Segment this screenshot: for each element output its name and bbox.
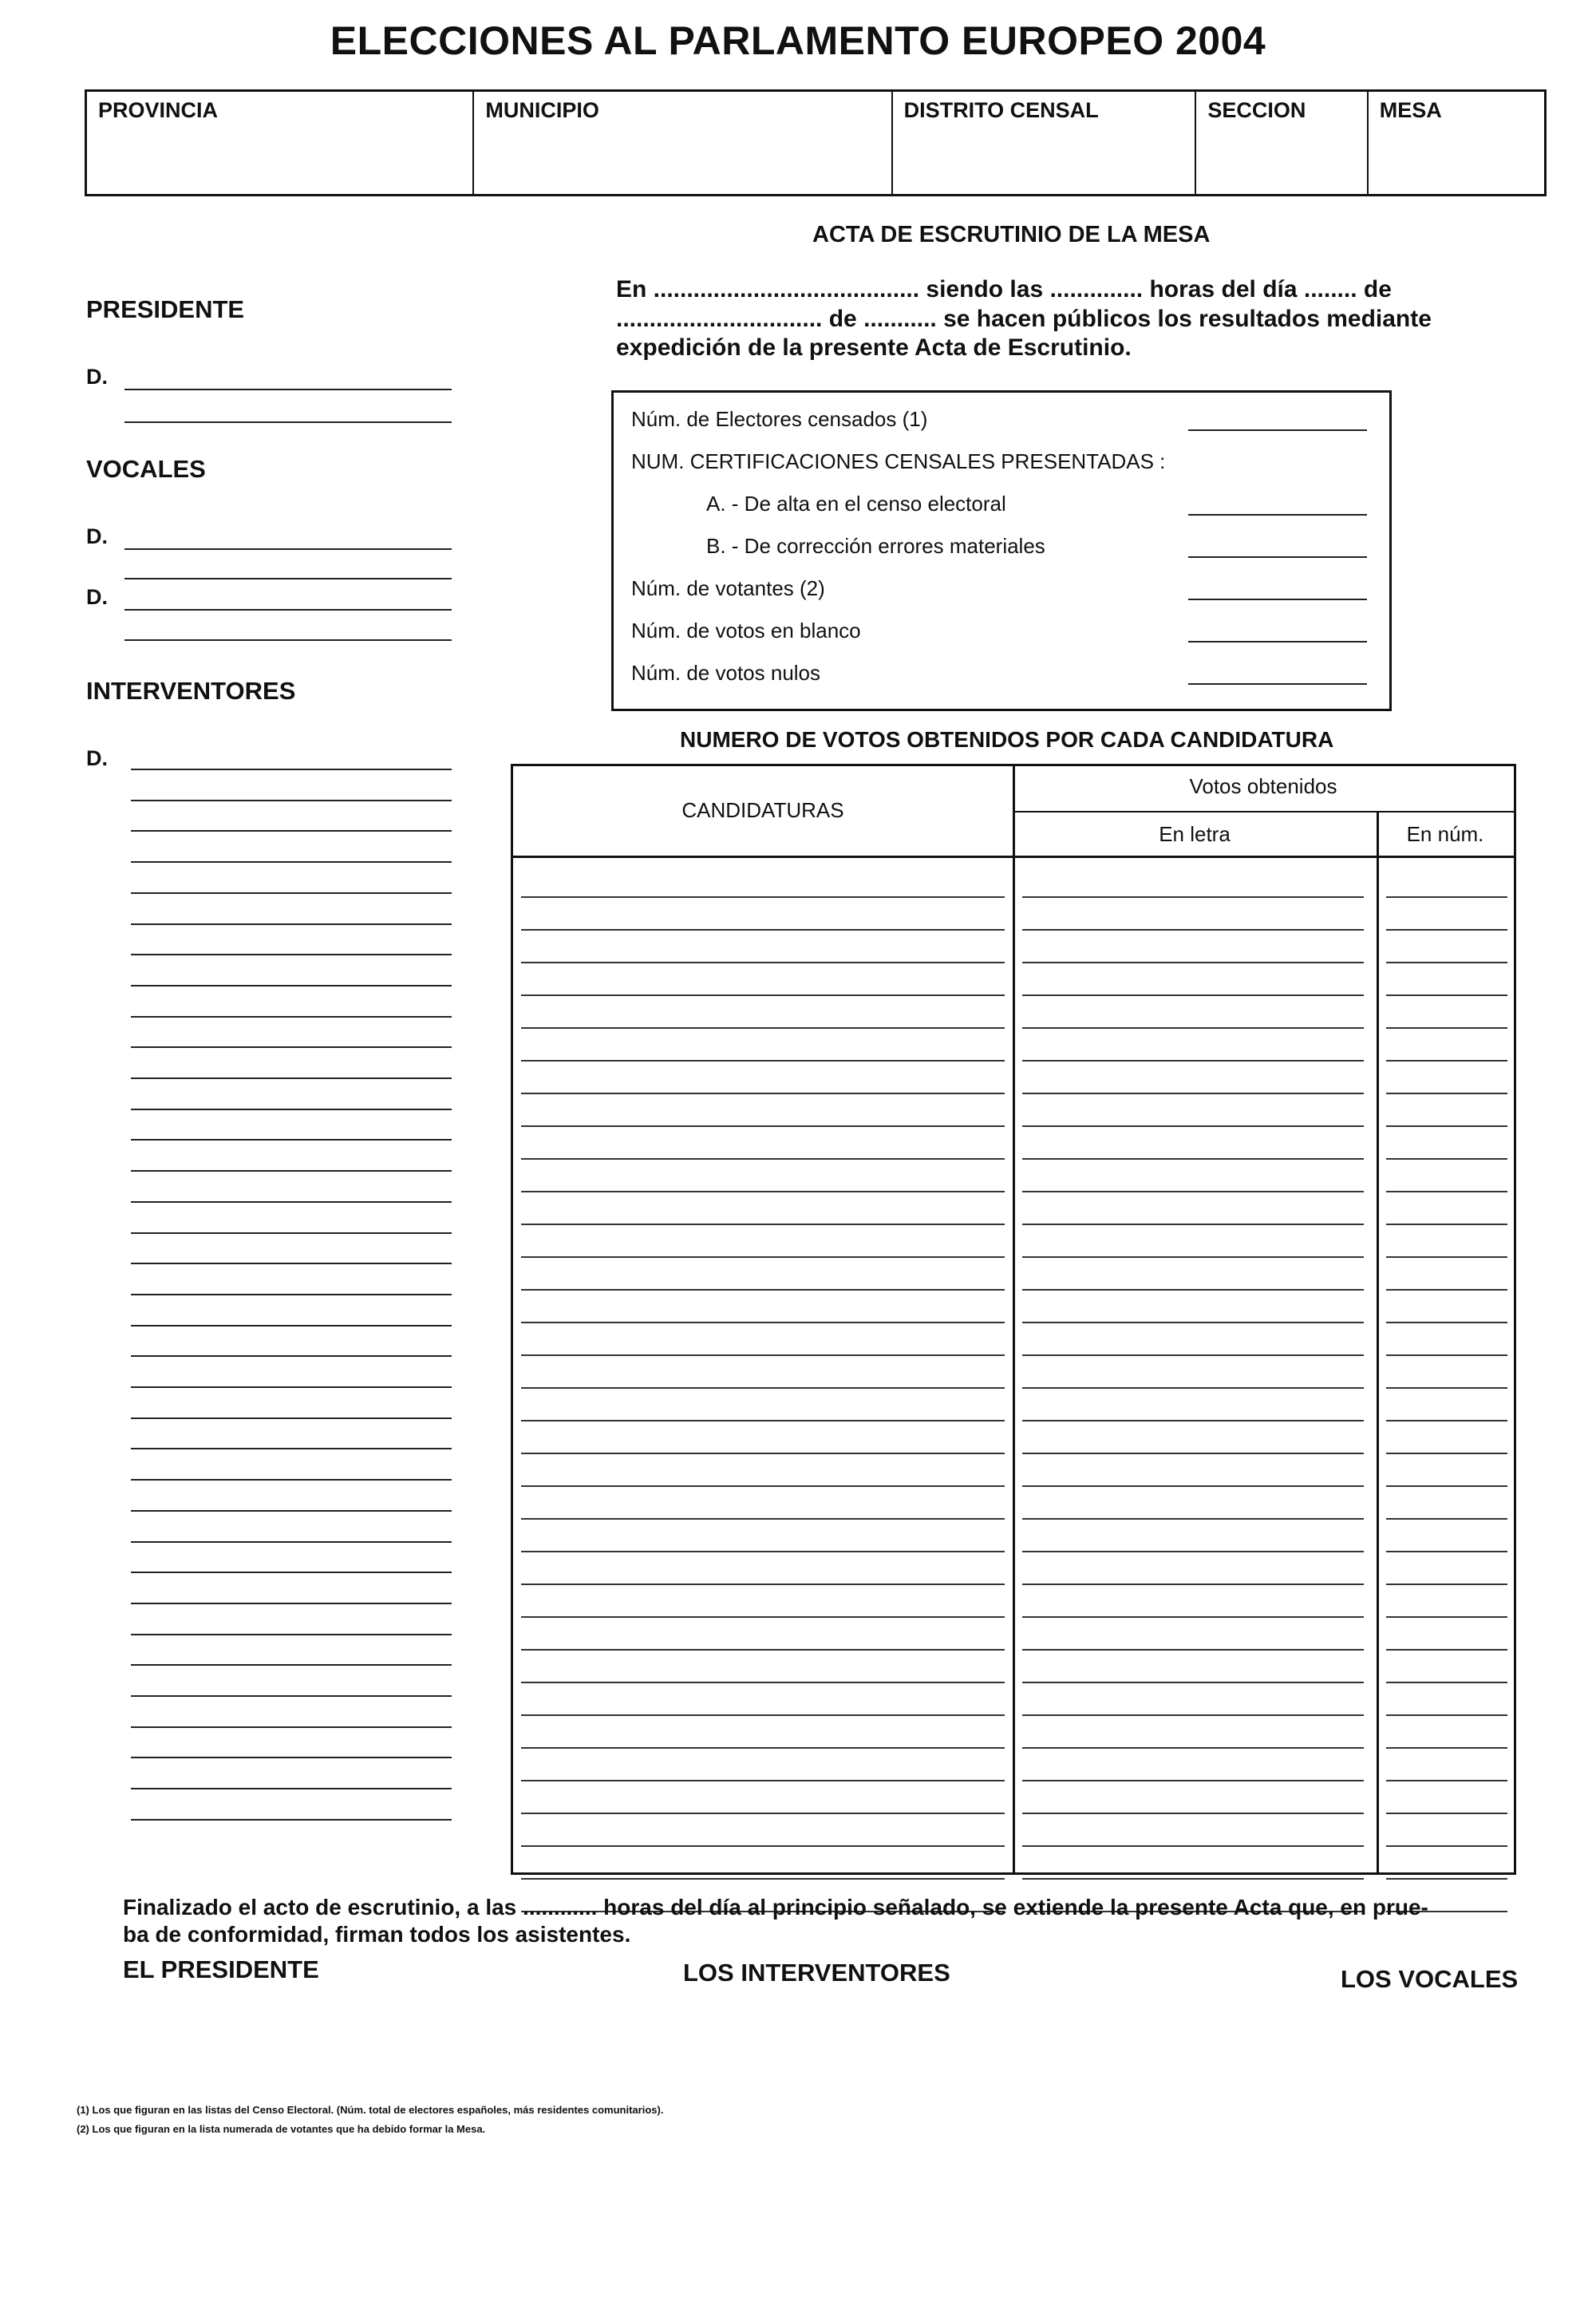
los-vocales-signature-label: LOS VOCALES <box>1341 1965 1519 1993</box>
votos-blanco-input[interactable] <box>1188 641 1367 642</box>
en-letra-row-line[interactable] <box>1022 929 1364 931</box>
en-letra-row-line[interactable] <box>1022 1158 1364 1160</box>
candidatura-row-line[interactable] <box>521 1845 1005 1847</box>
candidatura-row-line[interactable] <box>521 896 1005 898</box>
interventor-signature-line[interactable] <box>131 954 452 955</box>
footnote-1: (1) Los que figuran en las listas del Censo Electoral. (Núm. total de electores españoles, más residentes comunitarios). <box>77 2104 664 2116</box>
votos-nulos-label: Núm. de votos nulos <box>631 661 821 685</box>
en-num-row-line[interactable] <box>1386 1682 1507 1683</box>
closing-text-line-1: Finalizado el acto de escrutinio, a las ............ horas del día al principio señalado, se extiende la presente Acta que, en prue- <box>123 1895 1428 1920</box>
correccion-errores-label: B. - De corrección errores materiales <box>706 534 1045 558</box>
interventor-signature-line[interactable] <box>131 1634 452 1635</box>
en-letra-row-line[interactable] <box>1022 1125 1364 1127</box>
candidatura-row-line[interactable] <box>521 929 1005 931</box>
interventor-signature-line[interactable] <box>131 1077 452 1079</box>
candidatura-row-line[interactable] <box>521 1780 1005 1781</box>
vocales-heading: VOCALES <box>86 455 206 483</box>
candidatura-row-line[interactable] <box>521 1584 1005 1585</box>
candidatura-row-line[interactable] <box>521 1093 1005 1094</box>
en-letra-header: En letra <box>1159 822 1231 846</box>
en-letra-row-line[interactable] <box>1022 1780 1364 1781</box>
en-letra-row-line[interactable] <box>1022 1093 1364 1094</box>
en-letra-row-line[interactable] <box>1022 1027 1364 1029</box>
alta-censo-input[interactable] <box>1188 514 1367 516</box>
en-num-row-line[interactable] <box>1386 1289 1507 1291</box>
en-letra-row-line[interactable] <box>1022 1584 1364 1585</box>
en-num-row-line[interactable] <box>1386 1518 1507 1520</box>
interventor-signature-line[interactable] <box>131 1294 452 1295</box>
candidatura-row-line[interactable] <box>521 1747 1005 1749</box>
en-num-row-line[interactable] <box>1386 1060 1507 1062</box>
interventor-signature-line[interactable] <box>131 1726 452 1728</box>
votantes-label: Núm. de votantes (2) <box>631 576 825 600</box>
interventor-signature-line[interactable] <box>131 923 452 925</box>
mesa-label: MESA <box>1379 98 1442 122</box>
en-letra-row-line[interactable] <box>1022 1845 1364 1847</box>
candidatura-row-line[interactable] <box>521 994 1005 996</box>
en-num-row-line[interactable] <box>1386 1322 1507 1323</box>
votantes-input[interactable] <box>1188 599 1367 600</box>
en-letra-row-line[interactable] <box>1022 1256 1364 1258</box>
vocal-2-d-label: D. <box>86 585 108 609</box>
candidatura-row-line[interactable] <box>521 1485 1005 1487</box>
los-interventores-signature-label: LOS INTERVENTORES <box>683 1959 950 1987</box>
en-num-row-line[interactable] <box>1386 1845 1507 1847</box>
provincia-label: PROVINCIA <box>98 98 219 122</box>
en-num-row-line[interactable] <box>1386 1387 1507 1389</box>
vocal-2-signature-line-2[interactable] <box>124 639 452 641</box>
vocal-1-signature-line[interactable] <box>124 548 452 550</box>
en-letra-row-line[interactable] <box>1022 1518 1364 1520</box>
candidatura-row-line[interactable] <box>521 1158 1005 1160</box>
interventor-signature-line[interactable] <box>131 830 452 832</box>
seccion-field[interactable] <box>1196 92 1368 194</box>
correccion-errores-input[interactable] <box>1188 556 1367 558</box>
en-num-row-line[interactable] <box>1386 1158 1507 1160</box>
seccion-label: SECCION <box>1207 98 1306 122</box>
en-letra-row-line[interactable] <box>1022 1060 1364 1062</box>
interventor-signature-line[interactable] <box>131 1201 452 1203</box>
interventor-signature-line[interactable] <box>131 1355 452 1357</box>
en-letra-row-line[interactable] <box>1022 1485 1364 1487</box>
en-num-row-line[interactable] <box>1386 1878 1507 1880</box>
candidatura-row-line[interactable] <box>521 1027 1005 1029</box>
distrito-censal-label: DISTRITO CENSAL <box>903 98 1099 122</box>
en-letra-row-line[interactable] <box>1022 1813 1364 1814</box>
en-letra-row-line[interactable] <box>1022 994 1364 996</box>
footnote-2: (2) Los que figuran en la lista numerada de votantes que ha debido formar la Mesa. <box>77 2123 486 2135</box>
en-num-row-line[interactable] <box>1386 1780 1507 1781</box>
distrito-censal-field[interactable] <box>893 92 1197 194</box>
interventor-signature-line[interactable] <box>131 1139 452 1141</box>
en-num-row-line[interactable] <box>1386 1584 1507 1585</box>
en-num-header: En núm. <box>1406 822 1484 846</box>
en-num-row-line[interactable] <box>1386 1256 1507 1258</box>
vocal-1-signature-line-2[interactable] <box>124 578 452 579</box>
candidatura-row-line[interactable] <box>521 1420 1005 1421</box>
candidatura-row-line[interactable] <box>521 1256 1005 1258</box>
interventor-signature-line[interactable] <box>131 1232 452 1234</box>
candidaturas-table-title: NUMERO DE VOTOS OBTENIDOS POR CADA CANDIDATURA <box>680 727 1334 752</box>
acta-intro-line-3: expedición de la presente Acta de Escrutinio. <box>616 334 1132 361</box>
en-letra-row-line[interactable] <box>1022 1453 1364 1454</box>
en-num-row-line[interactable] <box>1386 1453 1507 1454</box>
en-letra-row-line[interactable] <box>1022 1420 1364 1421</box>
electoral-counts-box <box>611 390 1392 711</box>
mesa-field[interactable] <box>1369 92 1544 194</box>
en-letra-row-line[interactable] <box>1022 1649 1364 1651</box>
candidatura-row-line[interactable] <box>521 1060 1005 1062</box>
location-header-box <box>85 89 1547 196</box>
en-letra-row-line[interactable] <box>1022 1387 1364 1389</box>
candidatura-row-line[interactable] <box>521 1289 1005 1291</box>
en-letra-row-line[interactable] <box>1022 1747 1364 1749</box>
table-header-bottom <box>513 856 1514 858</box>
column-divider-2 <box>1377 813 1379 1872</box>
votos-nulos-input[interactable] <box>1188 683 1367 685</box>
candidatura-row-line[interactable] <box>521 1354 1005 1356</box>
interventor-signature-line[interactable] <box>131 769 452 770</box>
vocal-1-d-label: D. <box>86 524 108 548</box>
electores-censados-input[interactable] <box>1188 429 1367 431</box>
votos-header-divider <box>1013 811 1514 813</box>
en-letra-row-line[interactable] <box>1022 1682 1364 1683</box>
candidatura-row-line[interactable] <box>521 1649 1005 1651</box>
el-presidente-signature-label: EL PRESIDENTE <box>123 1955 319 1983</box>
electores-censados-label: Núm. de Electores censados (1) <box>631 407 928 431</box>
en-letra-row-line[interactable] <box>1022 1354 1364 1356</box>
candidatura-row-line[interactable] <box>521 1191 1005 1192</box>
candidatura-row-line[interactable] <box>521 1813 1005 1814</box>
votos-blanco-label: Núm. de votos en blanco <box>631 619 861 642</box>
acta-intro-line-2: ............................... de ........... se hacen públicos los resultados mediante <box>616 306 1432 332</box>
interventor-signature-line[interactable] <box>131 1417 452 1419</box>
votos-obtenidos-header: Votos obtenidos <box>1189 774 1337 798</box>
vocal-2-signature-line[interactable] <box>124 609 452 611</box>
interventor-signature-line[interactable] <box>131 1572 452 1573</box>
interventor-signature-line[interactable] <box>131 1325 452 1327</box>
interventor-signature-line[interactable] <box>131 985 452 986</box>
candidaturas-header: CANDIDATURAS <box>681 798 844 822</box>
en-num-row-line[interactable] <box>1386 1027 1507 1029</box>
interventores-heading: INTERVENTORES <box>86 677 296 705</box>
acta-title: ACTA DE ESCRUTINIO DE LA MESA <box>812 222 1211 247</box>
interventor-signature-line[interactable] <box>131 1603 452 1604</box>
interventor-signature-line[interactable] <box>131 892 452 894</box>
interventor-signature-line[interactable] <box>131 1819 452 1821</box>
interventor-signature-line[interactable] <box>131 861 452 863</box>
interventor-signature-line[interactable] <box>131 1263 452 1264</box>
candidatura-row-line[interactable] <box>521 1322 1005 1323</box>
en-num-row-line[interactable] <box>1386 962 1507 963</box>
candidatura-row-line[interactable] <box>521 962 1005 963</box>
candidatura-row-line[interactable] <box>521 1518 1005 1520</box>
candidatura-row-line[interactable] <box>521 1878 1005 1880</box>
en-num-row-line[interactable] <box>1386 1747 1507 1749</box>
en-letra-row-line[interactable] <box>1022 1616 1364 1618</box>
en-num-row-line[interactable] <box>1386 1485 1507 1487</box>
en-letra-row-line[interactable] <box>1022 1551 1364 1552</box>
presidente-signature-line[interactable] <box>124 389 452 390</box>
en-num-row-line[interactable] <box>1386 1649 1507 1651</box>
candidatura-row-line[interactable] <box>521 1125 1005 1127</box>
en-letra-row-line[interactable] <box>1022 962 1364 963</box>
presidente-d-label: D. <box>86 365 108 389</box>
presidente-heading: PRESIDENTE <box>86 295 245 323</box>
en-num-row-line[interactable] <box>1386 1093 1507 1094</box>
document-title: ELECCIONES AL PARLAMENTO EUROPEO 2004 <box>330 18 1266 63</box>
municipio-field[interactable] <box>474 92 892 194</box>
en-num-row-line[interactable] <box>1386 1813 1507 1814</box>
en-num-row-line[interactable] <box>1386 994 1507 996</box>
interventor-signature-line[interactable] <box>131 800 452 801</box>
en-letra-row-line[interactable] <box>1022 1714 1364 1716</box>
alta-censo-label: A. - De alta en el censo electoral <box>706 492 1006 516</box>
closing-text-line-2: ba de conformidad, firman todos los asistentes. <box>123 1922 631 1947</box>
interventor-signature-line[interactable] <box>131 1448 452 1449</box>
candidatura-row-line[interactable] <box>521 1551 1005 1552</box>
interventor-signature-line[interactable] <box>131 1757 452 1758</box>
en-num-row-line[interactable] <box>1386 1420 1507 1421</box>
en-num-row-line[interactable] <box>1386 1616 1507 1618</box>
interventor-signature-line[interactable] <box>131 1479 452 1481</box>
en-letra-row-line[interactable] <box>1022 1191 1364 1192</box>
candidatura-row-line[interactable] <box>521 1616 1005 1618</box>
candidatura-row-line[interactable] <box>521 1224 1005 1225</box>
interventores-d-label: D. <box>86 746 108 770</box>
en-num-row-line[interactable] <box>1386 1125 1507 1127</box>
en-num-row-line[interactable] <box>1386 1354 1507 1356</box>
en-num-row-line[interactable] <box>1386 1551 1507 1552</box>
en-letra-row-line[interactable] <box>1022 896 1364 898</box>
en-num-row-line[interactable] <box>1386 929 1507 931</box>
municipio-label: MUNICIPIO <box>485 98 599 122</box>
en-num-row-line[interactable] <box>1386 1714 1507 1716</box>
interventor-signature-line[interactable] <box>131 1788 452 1789</box>
interventor-signature-line[interactable] <box>131 1109 452 1110</box>
candidatura-row-line[interactable] <box>521 1714 1005 1716</box>
interventor-signature-line[interactable] <box>131 1664 452 1666</box>
acta-intro-line-1: En ........................................ siendo las .............. horas del día ........ de <box>616 276 1392 302</box>
interventor-signature-line[interactable] <box>131 1046 452 1048</box>
presidente-signature-line-2[interactable] <box>124 421 452 423</box>
candidatura-row-line[interactable] <box>521 1453 1005 1454</box>
interventor-signature-line[interactable] <box>131 1541 452 1543</box>
en-num-row-line[interactable] <box>1386 896 1507 898</box>
provincia-field[interactable] <box>87 92 474 194</box>
en-letra-row-line[interactable] <box>1022 1224 1364 1225</box>
column-divider-1 <box>1013 766 1015 1872</box>
interventor-signature-line[interactable] <box>131 1170 452 1172</box>
interventor-signature-line[interactable] <box>131 1016 452 1018</box>
en-num-row-line[interactable] <box>1386 1224 1507 1225</box>
candidatura-row-line[interactable] <box>521 1387 1005 1389</box>
en-letra-row-line[interactable] <box>1022 1878 1364 1880</box>
interventor-signature-line[interactable] <box>131 1386 452 1388</box>
interventor-signature-line[interactable] <box>131 1510 452 1512</box>
en-num-row-line[interactable] <box>1386 1191 1507 1192</box>
candidaturas-table <box>511 764 1516 1875</box>
en-letra-row-line[interactable] <box>1022 1322 1364 1323</box>
candidatura-row-line[interactable] <box>521 1682 1005 1683</box>
interventor-signature-line[interactable] <box>131 1695 452 1697</box>
certificaciones-label: NUM. CERTIFICACIONES CENSALES PRESENTADAS : <box>631 449 1166 473</box>
en-letra-row-line[interactable] <box>1022 1289 1364 1291</box>
